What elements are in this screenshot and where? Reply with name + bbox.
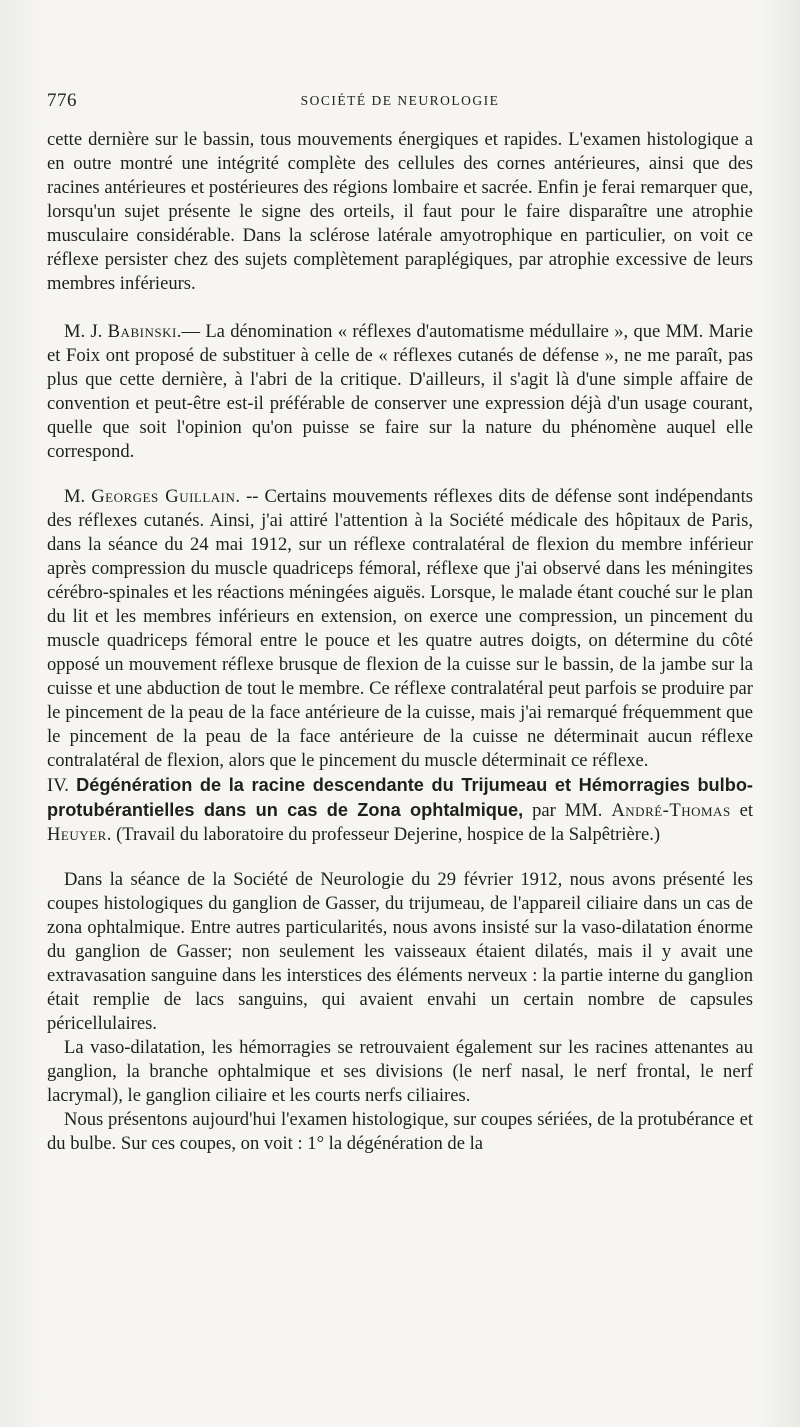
speaker-prefix: M. xyxy=(64,486,92,507)
page-number: 776 xyxy=(47,90,77,111)
paragraph-text: .— La dénomination « réflexes d'automatisme médullaire », que MM. Marie et Foix ont proposé de substituer à celle de « réflexes cutanés de défense », ne me paraît, pas plus que cette dernière, à l'abri de la critique. D'ailleurs, il s'agit là d'une simple affaire de convention et peut-être est-il préférable de conserver une expression déjà d'un usage courant, quelle que soit l'opinion qu'on puisse se faire sur la nature du phénomène auquel elle correspond. xyxy=(47,321,753,462)
author-name: Heuyer xyxy=(47,824,107,845)
paragraph-guillain xyxy=(47,485,753,773)
section-paragraph: La vaso-dilatation, les hémorragies se retrouvaient également sur les racines attenantes au ganglion, la branche ophtalmique et ses divisions (le nerf nasal, le nerf frontal, le nerf lacrymal), le ganglion ciliaire et les courts nerfs ciliaires. xyxy=(47,1037,753,1106)
paragraph-babinski xyxy=(47,320,753,464)
section-heading xyxy=(47,773,753,847)
paragraph-text: . -- Certains mouvements réflexes dits de défense sont indépendants des réflexes cutanés. Ainsi, j'ai attiré l'attention à la Société médicale des hôpitaux de Paris, dans la séance du 24 mai 1912, sur un réflexe contralatéral de flexion du membre inférieur après compression du muscle quadriceps fémoral, réflexe que j'ai observé dans les méningites cérébro-spinales et les réactions méningées aiguës. Lorsque, le malade étant couché sur le plan du lit et les membres inférieurs en extension, on exerce une compression, un pincement du muscle quadriceps fémoral entre le pouce et les quatre autres doigts, on détermine du côté opposé un mouvement réflexe brusque de flexion de la cuisse sur le bassin, de la jambe sur la cuisse et une abduction de tout le membre. Ce réflexe contralatéral peut parfois se produire par le pincement de la peau de la face antérieure de la cuisse, mais j'ai remarqué fréquemment que le pincement de la peau de la face antérieure de la cuisse ne déterminait aucun réflexe contralatéral de flexion, alors que le pincement du muscle déterminait ce réflexe. xyxy=(47,486,753,771)
section-title: Dégénération de la racine descendante du Trijumeau et Hémorragies bulbo-protubérantielles dans un cas de Zona ophtalmique, xyxy=(47,775,753,820)
speaker-prefix: M. J. xyxy=(64,321,108,342)
section-paragraph: Nous présentons aujourd'hui l'examen histologique, sur coupes sériées, de la protubérance et du bulbe. Sur ces coupes, on voit : 1° la dégénération de la xyxy=(47,1109,753,1154)
section-and: et xyxy=(730,800,754,821)
page-header xyxy=(47,90,753,114)
section-paragraph: Dans la séance de la Société de Neurologie du 29 février 1912, nous avons présenté les coupes histologiques du ganglion de Gasser, du trijumeau, de l'appareil ciliaire dans un cas de zona ophtalmique. Entre autres particularités, nous avons insisté sur la vaso-dilatation énorme du ganglion de Gasser; non seulement les vaisseaux étaient dilatés, mais il y avait une extravasation sanguine dans les interstices des éléments nerveux : la partie interne du ganglion était remplie de lacs sanguins, qui avaient envahi un certain nombre de capsules péricellulaires. xyxy=(47,869,753,1034)
paragraph-continuation: cette dernière sur le bassin, tous mouvements énergiques et rapides. L'examen histologique a en outre montré une intégrité complète des cellules des cornes antérieures, ainsi que des racines antérieures et postérieures des régions lombaire et sacrée. Enfin je ferai remarquer que, lorsqu'un sujet présente le signe des orteils, il faut pour le faire disparaître une atrophie musculaire considérable. Dans la sclérose latérale amyotrophique en particulier, on voit ce réflexe persister chez des sujets complètement paraplégiques, par atrophie excessive de leurs membres inférieurs. xyxy=(47,129,753,294)
section-affiliation: . (Travail du laboratoire du professeur Dejerine, hospice de la Salpêtrière.) xyxy=(106,824,661,845)
section-numeral: IV. xyxy=(47,775,77,796)
speaker-name: Babinski xyxy=(107,321,177,342)
author-name: André-Thomas xyxy=(611,800,731,821)
section-by: par MM. xyxy=(523,800,612,821)
speaker-name: Georges Guillain xyxy=(91,486,236,507)
running-head: SOCIÉTÉ DE NEUROLOGIE xyxy=(300,93,500,108)
body-text xyxy=(47,128,753,1156)
